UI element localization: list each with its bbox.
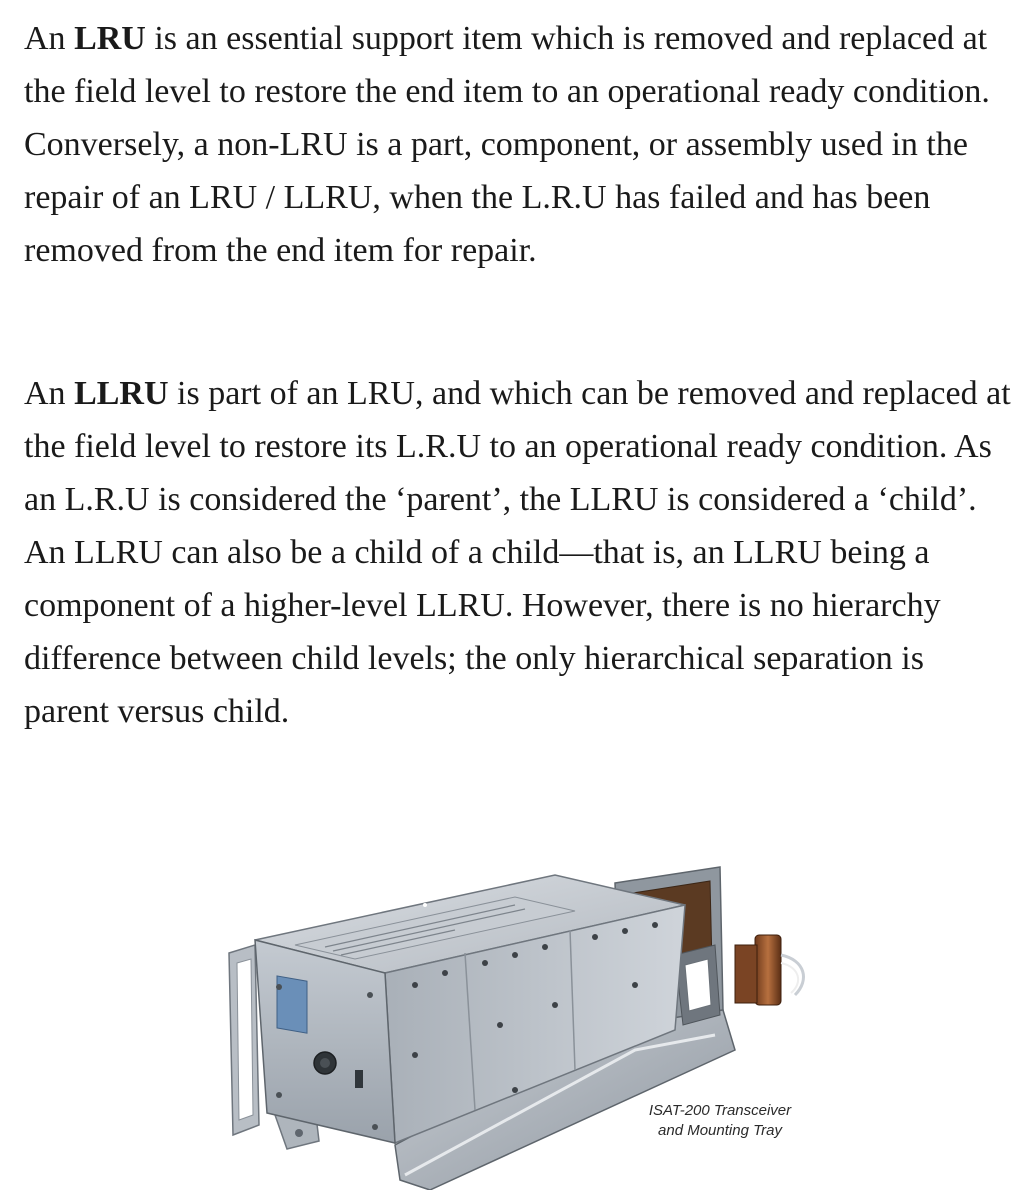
transceiver-figure bbox=[215, 845, 815, 1190]
term-llru: LLRU bbox=[74, 375, 169, 412]
paragraph-llru bbox=[24, 367, 1014, 738]
paragraph-prefix: An bbox=[24, 375, 75, 412]
paragraph-lru bbox=[24, 12, 1014, 277]
paragraph-text: is part of an LRU, and which can be removed and replaced at the field level to restore its L.R.U to an operational ready condition. As an L.R.U is considered the ‘parent’, the LLRU is considered a ‘child’. An LLRU can also be a child of a child—that is, an LLRU being a component of a higher-level LLRU. However, there is no hierarchy difference between child levels; the only hierarchical separation is parent versus child. bbox=[24, 375, 1011, 730]
paragraph-prefix: An bbox=[24, 20, 75, 57]
term-lru: LRU bbox=[74, 20, 146, 57]
figure-caption bbox=[620, 1101, 820, 1141]
caption-line-1: ISAT-200 Transceiver bbox=[648, 1102, 792, 1119]
caption-line-2: and Mounting Tray bbox=[658, 1122, 782, 1139]
paragraph-text: is an essential support item which is removed and replaced at the field level to restore the end item to an operational ready condition. Conversely, a non-LRU is a part, component, or assembly used in the repair of an LRU / LLRU, when the L.R.U has failed and has been removed from the end item for repair. bbox=[24, 20, 990, 269]
rear-connector bbox=[735, 935, 803, 1005]
article-body bbox=[24, 12, 1014, 738]
